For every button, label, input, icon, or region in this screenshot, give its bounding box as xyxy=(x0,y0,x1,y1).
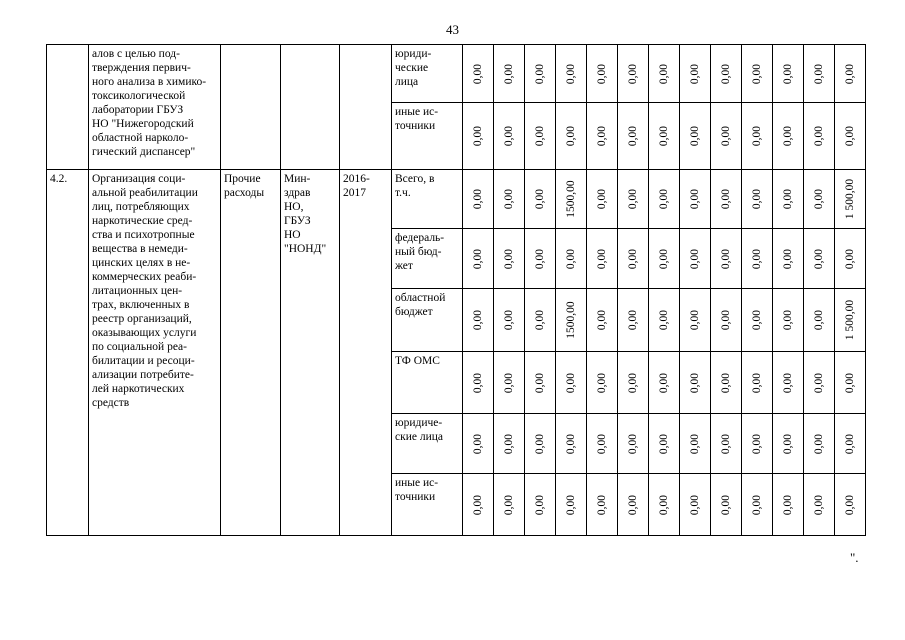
amount-cell xyxy=(742,352,773,414)
amount-cell xyxy=(804,229,835,289)
amount-cell xyxy=(742,414,773,474)
amount-value: 1500,00 xyxy=(565,301,577,339)
amount-value: 0,00 xyxy=(658,309,670,331)
amount-cell xyxy=(556,103,587,170)
amount-value: 0,00 xyxy=(503,125,515,147)
amount-cell xyxy=(587,45,618,103)
amount-value: 0,00 xyxy=(534,248,546,269)
amount-value: 0,00 xyxy=(503,372,515,393)
amount-cell xyxy=(711,170,742,229)
amount-value: 0,00 xyxy=(689,125,701,147)
amount-cell xyxy=(680,45,711,103)
amount-cell xyxy=(804,414,835,474)
amount-value: 0,00 xyxy=(813,248,825,269)
amount-cell xyxy=(618,289,649,352)
amount-value: 0,00 xyxy=(472,63,484,84)
amount-cell xyxy=(649,170,680,229)
amount-cell xyxy=(680,414,711,474)
amount-value: 0,00 xyxy=(782,372,794,393)
amount-cell xyxy=(494,352,525,414)
amount-value: 0,00 xyxy=(565,248,577,269)
amount-cell xyxy=(835,352,866,414)
amount-value: 0,00 xyxy=(813,63,825,84)
amount-value: 0,00 xyxy=(751,372,763,393)
amount-value: 0,00 xyxy=(565,494,577,515)
measure-name: алов с целью под- тверждения первич- ного анализа в химико- токсикологической лаборатории ГБУЗ НО "Нижегородский областной нарколо- гический диспансер" xyxy=(92,48,207,158)
measure-name-cell xyxy=(89,45,221,170)
amount-value: 0,00 xyxy=(534,309,546,331)
amount-value: 0,00 xyxy=(720,188,732,210)
amount-value: 0,00 xyxy=(565,125,577,147)
amount-value: 0,00 xyxy=(782,125,794,147)
amount-value: 0,00 xyxy=(534,433,546,454)
amount-value: 0,00 xyxy=(751,188,763,210)
amount-value: 0,00 xyxy=(782,433,794,454)
funding-source-cell xyxy=(392,474,463,536)
amount-value: 0,00 xyxy=(782,63,794,84)
row-number-cell xyxy=(47,45,89,170)
funding-source-label: Всего, в т.ч. xyxy=(395,173,435,199)
amount-value: 0,00 xyxy=(720,494,732,515)
amount-cell xyxy=(525,352,556,414)
amount-cell xyxy=(711,289,742,352)
amount-value: 0,00 xyxy=(472,125,484,147)
amount-cell xyxy=(773,289,804,352)
expense-type-cell xyxy=(221,170,281,536)
amount-value: 0,00 xyxy=(596,188,608,210)
amount-value: 0,00 xyxy=(782,494,794,515)
amount-value: 0,00 xyxy=(472,309,484,331)
amount-cell xyxy=(835,170,866,229)
amount-value: 0,00 xyxy=(720,372,732,393)
amount-value: 0,00 xyxy=(844,433,856,454)
amount-value: 0,00 xyxy=(720,309,732,331)
amount-cell xyxy=(463,229,494,289)
amount-value: 0,00 xyxy=(565,372,577,393)
amount-cell xyxy=(587,474,618,536)
amount-cell xyxy=(556,289,587,352)
amount-value: 0,00 xyxy=(503,309,515,331)
amount-cell xyxy=(556,45,587,103)
amount-cell xyxy=(556,229,587,289)
amount-cell xyxy=(804,352,835,414)
amount-cell xyxy=(649,229,680,289)
amount-cell xyxy=(804,103,835,170)
funding-source-label: юриди- ческие лица xyxy=(395,48,432,88)
amount-value: 0,00 xyxy=(689,372,701,393)
amount-value: 0,00 xyxy=(472,248,484,269)
amount-value: 0,00 xyxy=(689,494,701,515)
amount-cell xyxy=(494,474,525,536)
amount-value: 0,00 xyxy=(844,248,856,269)
amount-cell xyxy=(804,474,835,536)
amount-value: 0,00 xyxy=(503,188,515,210)
amount-value: 0,00 xyxy=(627,125,639,147)
amount-cell xyxy=(835,474,866,536)
funding-source-cell xyxy=(392,103,463,170)
amount-cell xyxy=(773,103,804,170)
amount-cell xyxy=(618,414,649,474)
amount-cell xyxy=(835,289,866,352)
period-cell xyxy=(340,45,392,170)
amount-cell xyxy=(680,103,711,170)
amount-cell xyxy=(804,289,835,352)
amount-value: 0,00 xyxy=(751,309,763,331)
amount-value: 0,00 xyxy=(689,63,701,84)
expense-type-cell xyxy=(221,45,281,170)
funding-source-label: юридиче- ские лица xyxy=(395,417,443,443)
amount-cell xyxy=(649,103,680,170)
amount-cell xyxy=(711,474,742,536)
amount-value: 0,00 xyxy=(534,63,546,84)
budget-table xyxy=(46,44,866,536)
amount-cell xyxy=(680,474,711,536)
amount-cell xyxy=(680,229,711,289)
measure-name-cell xyxy=(89,170,221,536)
amount-value: 0,00 xyxy=(627,188,639,210)
page-number: 43 xyxy=(446,22,459,37)
amount-cell xyxy=(773,45,804,103)
amount-value: 0,00 xyxy=(503,433,515,454)
amount-value: 0,00 xyxy=(689,188,701,210)
amount-value: 0,00 xyxy=(627,63,639,84)
amount-value: 0,00 xyxy=(565,433,577,454)
funding-source-label: федераль- ный бюд- жет xyxy=(395,232,445,272)
funding-source-label: иные ис- точники xyxy=(395,106,439,132)
amount-value: 0,00 xyxy=(658,372,670,393)
amount-value: 0,00 xyxy=(720,433,732,454)
amount-value: 0,00 xyxy=(503,248,515,269)
funding-source-cell xyxy=(392,352,463,414)
amount-value: 0,00 xyxy=(596,372,608,393)
amount-value: 0,00 xyxy=(627,494,639,515)
expense-type: Прочие расходы xyxy=(224,173,265,199)
amount-cell xyxy=(773,170,804,229)
amount-value: 0,00 xyxy=(627,309,639,331)
amount-cell xyxy=(587,103,618,170)
amount-cell xyxy=(773,414,804,474)
amount-value: 0,00 xyxy=(596,309,608,331)
amount-value: 0,00 xyxy=(751,63,763,84)
amount-cell xyxy=(587,352,618,414)
amount-cell xyxy=(587,414,618,474)
amount-value: 0,00 xyxy=(596,125,608,147)
amount-cell xyxy=(556,474,587,536)
amount-cell xyxy=(494,170,525,229)
amount-cell xyxy=(525,103,556,170)
amount-value: 0,00 xyxy=(689,248,701,269)
amount-value: 0,00 xyxy=(503,494,515,515)
amount-cell xyxy=(835,229,866,289)
amount-value: 0,00 xyxy=(782,188,794,210)
amount-value: 0,00 xyxy=(658,188,670,210)
amount-value: 0,00 xyxy=(813,188,825,210)
amount-cell xyxy=(649,45,680,103)
amount-cell xyxy=(711,352,742,414)
amount-value: 0,00 xyxy=(751,494,763,515)
amount-cell xyxy=(711,45,742,103)
amount-cell xyxy=(773,229,804,289)
table-row xyxy=(47,45,866,103)
row-number-cell xyxy=(47,170,89,536)
amount-cell xyxy=(804,170,835,229)
amount-cell xyxy=(742,229,773,289)
amount-cell xyxy=(556,170,587,229)
funding-source-cell xyxy=(392,45,463,103)
amount-cell xyxy=(711,229,742,289)
amount-cell xyxy=(618,103,649,170)
amount-cell xyxy=(556,352,587,414)
amount-value: 0,00 xyxy=(844,372,856,393)
funding-source-label: областной бюджет xyxy=(395,292,446,318)
amount-value: 0,00 xyxy=(472,494,484,515)
amount-value: 0,00 xyxy=(596,248,608,269)
amount-value: 0,00 xyxy=(658,248,670,269)
amount-cell xyxy=(742,474,773,536)
amount-value: 0,00 xyxy=(689,309,701,331)
amount-value: 0,00 xyxy=(627,433,639,454)
measure-name: Организация соци- альной реабилитации лиц, потребляющих наркотические сред- ства и психотропные вещества в немеди- цинских целях в не- коммерческих реаби- литационных цен- трах, включенных в реестр организаций, оказывающих услуги по социальной реа- билитации и ресоци- ализации потребите- лей наркотических средств xyxy=(92,173,198,409)
amount-value: 0,00 xyxy=(534,494,546,515)
amount-cell xyxy=(649,352,680,414)
amount-cell xyxy=(525,45,556,103)
amount-value: 0,00 xyxy=(813,494,825,515)
amount-value: 0,00 xyxy=(596,494,608,515)
amount-cell xyxy=(804,45,835,103)
amount-cell xyxy=(742,45,773,103)
amount-cell xyxy=(587,229,618,289)
funding-source-cell xyxy=(392,229,463,289)
amount-cell xyxy=(618,352,649,414)
amount-cell xyxy=(494,45,525,103)
amount-cell xyxy=(835,414,866,474)
amount-value: 0,00 xyxy=(751,433,763,454)
amount-value: 0,00 xyxy=(472,433,484,454)
amount-cell xyxy=(835,103,866,170)
amount-cell xyxy=(711,414,742,474)
amount-value: 0,00 xyxy=(534,188,546,210)
amount-cell xyxy=(463,45,494,103)
amount-value: 0,00 xyxy=(503,63,515,84)
amount-value: 1 500,00 xyxy=(844,178,856,220)
amount-cell xyxy=(618,170,649,229)
amount-cell xyxy=(773,474,804,536)
row-number: 4.2. xyxy=(50,173,68,185)
amount-cell xyxy=(494,103,525,170)
amount-value: 0,00 xyxy=(658,494,670,515)
amount-value: 0,00 xyxy=(534,125,546,147)
amount-cell xyxy=(742,103,773,170)
amount-value: 0,00 xyxy=(472,188,484,210)
amount-cell xyxy=(711,103,742,170)
amount-cell xyxy=(556,414,587,474)
amount-cell xyxy=(463,103,494,170)
amount-value: 0,00 xyxy=(534,372,546,393)
amount-value: 0,00 xyxy=(813,433,825,454)
amount-value: 0,00 xyxy=(689,433,701,454)
amount-value: 1500,00 xyxy=(565,180,577,218)
amount-value: 0,00 xyxy=(720,125,732,147)
amount-value: 0,00 xyxy=(844,63,856,84)
funding-source-cell xyxy=(392,170,463,229)
executor-cell xyxy=(281,170,340,536)
amount-cell xyxy=(835,45,866,103)
amount-value: 0,00 xyxy=(751,125,763,147)
amount-value: 0,00 xyxy=(813,372,825,393)
amount-cell xyxy=(742,289,773,352)
funding-source-label: ТФ ОМС xyxy=(395,355,440,367)
amount-value: 0,00 xyxy=(658,433,670,454)
amount-value: 0,00 xyxy=(844,494,856,515)
amount-cell xyxy=(773,352,804,414)
funding-source-cell xyxy=(392,414,463,474)
amount-value: 1 500,00 xyxy=(844,299,856,341)
period: 2016- 2017 xyxy=(343,173,370,199)
amount-cell xyxy=(742,170,773,229)
amount-cell xyxy=(649,474,680,536)
amount-cell xyxy=(525,414,556,474)
period-cell xyxy=(340,170,392,536)
amount-value: 0,00 xyxy=(720,248,732,269)
amount-cell xyxy=(463,170,494,229)
amount-cell xyxy=(463,352,494,414)
amount-value: 0,00 xyxy=(472,372,484,393)
amount-value: 0,00 xyxy=(782,309,794,331)
amount-cell xyxy=(680,352,711,414)
amount-cell xyxy=(525,289,556,352)
amount-value: 0,00 xyxy=(596,433,608,454)
funding-source-label: иные ис- точники xyxy=(395,477,439,503)
amount-cell xyxy=(494,229,525,289)
amount-cell xyxy=(618,229,649,289)
closing-mark: ". xyxy=(850,550,859,565)
amount-value: 0,00 xyxy=(813,125,825,147)
amount-value: 0,00 xyxy=(627,372,639,393)
amount-value: 0,00 xyxy=(782,248,794,269)
amount-cell xyxy=(587,170,618,229)
amount-cell xyxy=(680,289,711,352)
amount-cell xyxy=(680,170,711,229)
table-row xyxy=(47,170,866,229)
amount-value: 0,00 xyxy=(565,63,577,84)
amount-cell xyxy=(463,289,494,352)
amount-value: 0,00 xyxy=(627,248,639,269)
amount-value: 0,00 xyxy=(751,248,763,269)
amount-cell xyxy=(494,289,525,352)
amount-cell xyxy=(618,45,649,103)
amount-cell xyxy=(618,474,649,536)
amount-value: 0,00 xyxy=(813,309,825,331)
amount-value: 0,00 xyxy=(844,125,856,147)
amount-cell xyxy=(463,414,494,474)
amount-cell xyxy=(525,474,556,536)
executor-cell xyxy=(281,45,340,170)
amount-value: 0,00 xyxy=(720,63,732,84)
amount-value: 0,00 xyxy=(658,125,670,147)
amount-cell xyxy=(494,414,525,474)
amount-cell xyxy=(525,170,556,229)
funding-source-cell xyxy=(392,289,463,352)
amount-cell xyxy=(463,474,494,536)
executor: Мин- здрав НО, ГБУЗ НО "НОНД" xyxy=(284,173,327,255)
amount-cell xyxy=(649,289,680,352)
amount-value: 0,00 xyxy=(596,63,608,84)
amount-value: 0,00 xyxy=(658,63,670,84)
amount-cell xyxy=(587,289,618,352)
amount-cell xyxy=(525,229,556,289)
amount-cell xyxy=(649,414,680,474)
